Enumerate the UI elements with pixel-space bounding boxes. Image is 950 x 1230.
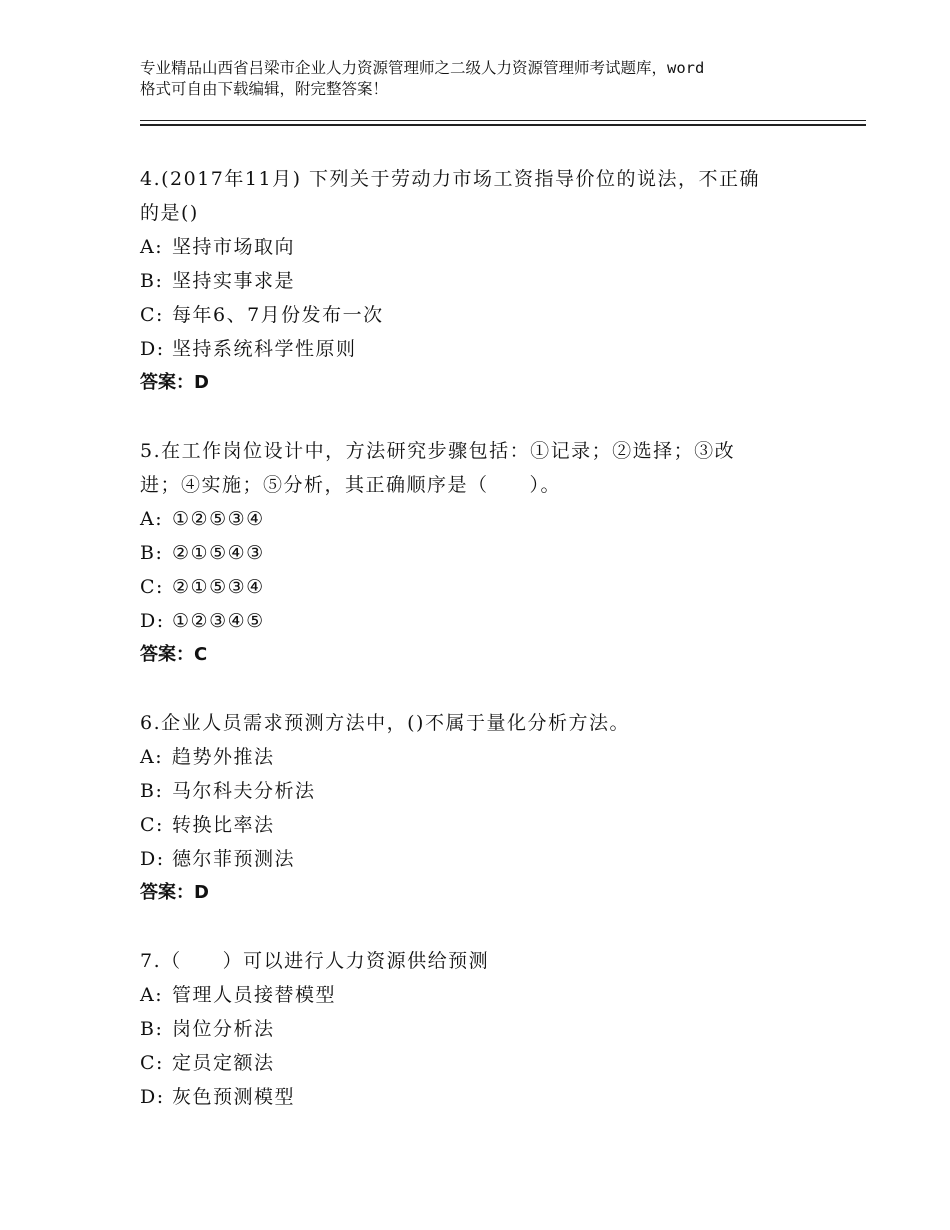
option-d (140, 604, 820, 638)
header-title-line-2: 格式可自由下载编辑，附完整答案！ (140, 80, 389, 98)
option-b (140, 774, 820, 808)
question-stem-line-1: 5.在工作岗位设计中，方法研究步骤包括：①记录；②选择；③改 (140, 440, 736, 462)
question-stem-line-1: 7.（ ）可以进行人力资源供给预测 (140, 950, 490, 972)
answer-key: 答案：C (140, 644, 208, 665)
option-text: 转换比率法 (172, 814, 275, 836)
option-letter: C: (140, 814, 164, 836)
header-divider-thick (140, 124, 866, 126)
question-list (140, 162, 820, 1148)
question-5 (140, 434, 820, 672)
option-text: 马尔科夫分析法 (172, 780, 316, 802)
option-letter: B: (140, 270, 164, 292)
option-letter: D: (140, 1086, 165, 1108)
option-letter: B: (140, 542, 164, 564)
option-a (140, 978, 820, 1012)
header-divider-thin (140, 120, 866, 121)
option-text: 德尔菲预测法 (172, 848, 296, 870)
option-text: 坚持系统科学性原则 (172, 338, 357, 360)
option-c (140, 1046, 820, 1080)
option-d (140, 1080, 820, 1114)
option-text: 每年6、7月份发布一次 (172, 304, 384, 326)
option-letter: D: (140, 610, 165, 632)
question-stem (140, 434, 820, 502)
question-stem-line-2: 进；④实施；⑤分析，其正确顺序是（ ）。 (140, 474, 562, 496)
question-stem (140, 162, 820, 230)
option-letter: A: (140, 746, 164, 768)
option-letter: B: (140, 780, 164, 802)
document-header (140, 58, 840, 100)
option-text: ①②⑤③④ (172, 508, 265, 530)
question-7 (140, 944, 820, 1114)
option-d (140, 332, 820, 366)
question-stem (140, 706, 820, 740)
question-4 (140, 162, 820, 400)
question-stem-line-2: 的是() (140, 202, 199, 224)
option-text: 定员定额法 (172, 1052, 275, 1074)
option-letter: D: (140, 338, 165, 360)
option-letter: B: (140, 1018, 164, 1040)
option-letter: D: (140, 848, 165, 870)
question-stem-line-1: 4.(2017年11月) 下列关于劳动力市场工资指导价位的说法，不正确 (140, 168, 761, 190)
option-text: 灰色预测模型 (172, 1086, 296, 1108)
option-c (140, 570, 820, 604)
option-text: ①②③④⑤ (172, 610, 265, 632)
option-b (140, 1012, 820, 1046)
option-letter: C: (140, 576, 164, 598)
option-c (140, 808, 820, 842)
answer-key: 答案：D (140, 372, 209, 393)
option-letter: A: (140, 984, 164, 1006)
question-6 (140, 706, 820, 910)
question-stem-line-1: 6.企业人员需求预测方法中，()不属于量化分析方法。 (140, 712, 630, 734)
question-stem (140, 944, 820, 978)
option-letter: A: (140, 236, 164, 258)
option-a (140, 740, 820, 774)
option-text: 坚持实事求是 (172, 270, 296, 292)
answer-key: 答案：D (140, 882, 209, 903)
option-c (140, 298, 820, 332)
option-a (140, 502, 820, 536)
option-text: ②①⑤④③ (172, 542, 265, 564)
option-letter: C: (140, 304, 164, 326)
option-text: 管理人员接替模型 (172, 984, 337, 1006)
option-text: 趋势外推法 (172, 746, 275, 768)
option-text: 岗位分析法 (172, 1018, 275, 1040)
option-text: ②①⑤③④ (172, 576, 265, 598)
header-title-line-1: 专业精品山西省吕梁市企业人力资源管理师之二级人力资源管理师考试题库，word (140, 59, 705, 77)
option-a (140, 230, 820, 264)
option-b (140, 264, 820, 298)
option-b (140, 536, 820, 570)
option-text: 坚持市场取向 (172, 236, 296, 258)
option-letter: C: (140, 1052, 164, 1074)
option-letter: A: (140, 508, 164, 530)
option-d (140, 842, 820, 876)
